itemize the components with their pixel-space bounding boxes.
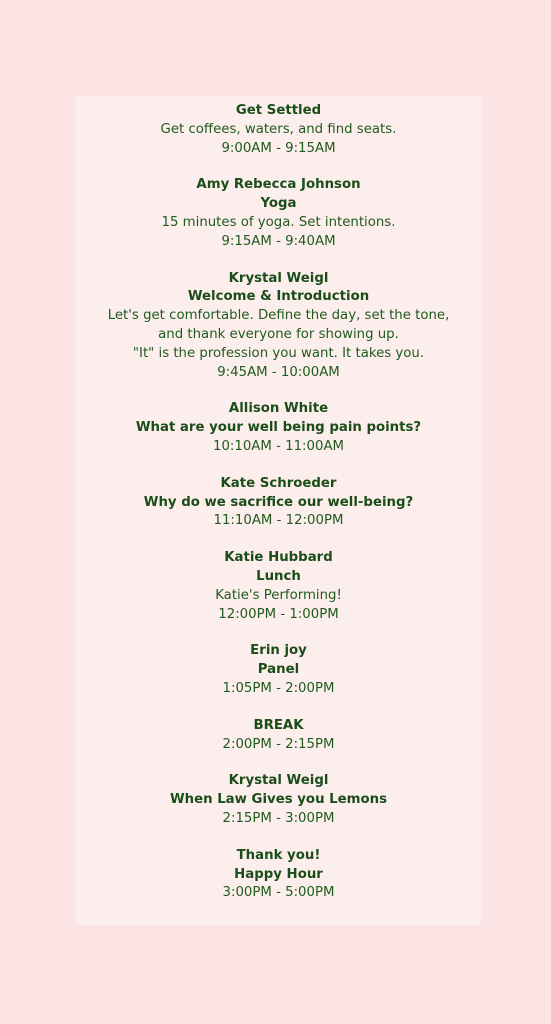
speaker-name: Kate Schroeder bbox=[220, 475, 337, 491]
speaker-name: Katie Hubbard bbox=[224, 550, 333, 566]
speaker-name: Erin joy bbox=[250, 643, 307, 659]
closing-title: Thank you! bbox=[236, 847, 321, 863]
agenda-item bbox=[76, 176, 481, 251]
session-time: 9:45AM - 10:00AM bbox=[217, 364, 340, 380]
session-time: 9:00AM - 9:15AM bbox=[221, 140, 336, 156]
session-title: BREAK bbox=[253, 717, 304, 733]
agenda-item bbox=[76, 400, 481, 456]
agenda-item bbox=[76, 102, 481, 158]
session-time: 2:15PM - 3:00PM bbox=[222, 810, 335, 826]
session-time: 2:00PM - 2:15PM bbox=[222, 736, 335, 752]
session-description: Get coffees, waters, and find seats. bbox=[160, 121, 397, 137]
session-title: When Law Gives you Lemons bbox=[169, 792, 388, 808]
session-time: 11:10AM - 12:00PM bbox=[213, 513, 344, 529]
agenda-item bbox=[76, 772, 481, 828]
speaker-name: Allison White bbox=[228, 401, 329, 417]
agenda-card bbox=[76, 96, 481, 925]
session-title: Panel bbox=[257, 662, 300, 678]
session-time: 12:00PM - 1:00PM bbox=[218, 606, 339, 622]
speaker-name: Amy Rebecca Johnson bbox=[196, 177, 361, 193]
session-time: 10:10AM - 11:00AM bbox=[212, 438, 345, 454]
session-time: 1:05PM - 2:00PM bbox=[222, 680, 335, 696]
speaker-name: Krystal Weigl bbox=[228, 270, 329, 286]
session-title: What are your well being pain points? bbox=[135, 420, 422, 436]
agenda-item bbox=[76, 717, 481, 755]
session-description: "It" is the profession you want. It takes you. bbox=[132, 345, 425, 361]
session-title: Welcome & Introduction bbox=[187, 289, 370, 305]
session-title: Happy Hour bbox=[234, 866, 323, 882]
session-description: 15 minutes of yoga. Set intentions. bbox=[161, 214, 396, 230]
agenda-item bbox=[76, 270, 481, 383]
session-time: 3:00PM - 5:00PM bbox=[222, 885, 335, 901]
session-description: Katie's Performing! bbox=[215, 587, 342, 603]
session-title: Yoga bbox=[260, 196, 297, 212]
agenda-item bbox=[76, 475, 481, 531]
session-time: 9:15AM - 9:40AM bbox=[221, 233, 336, 249]
session-description: Let's get comfortable. Define the day, set the tone, bbox=[107, 308, 450, 324]
agenda-item bbox=[76, 549, 481, 624]
session-title: Get Settled bbox=[235, 103, 322, 118]
session-title: Lunch bbox=[256, 568, 301, 584]
agenda-item bbox=[76, 642, 481, 698]
agenda-item bbox=[76, 847, 481, 903]
session-title: Why do we sacrifice our well-being? bbox=[143, 494, 414, 510]
speaker-name: Krystal Weigl bbox=[228, 773, 329, 789]
session-description: and thank everyone for showing up. bbox=[158, 326, 399, 342]
